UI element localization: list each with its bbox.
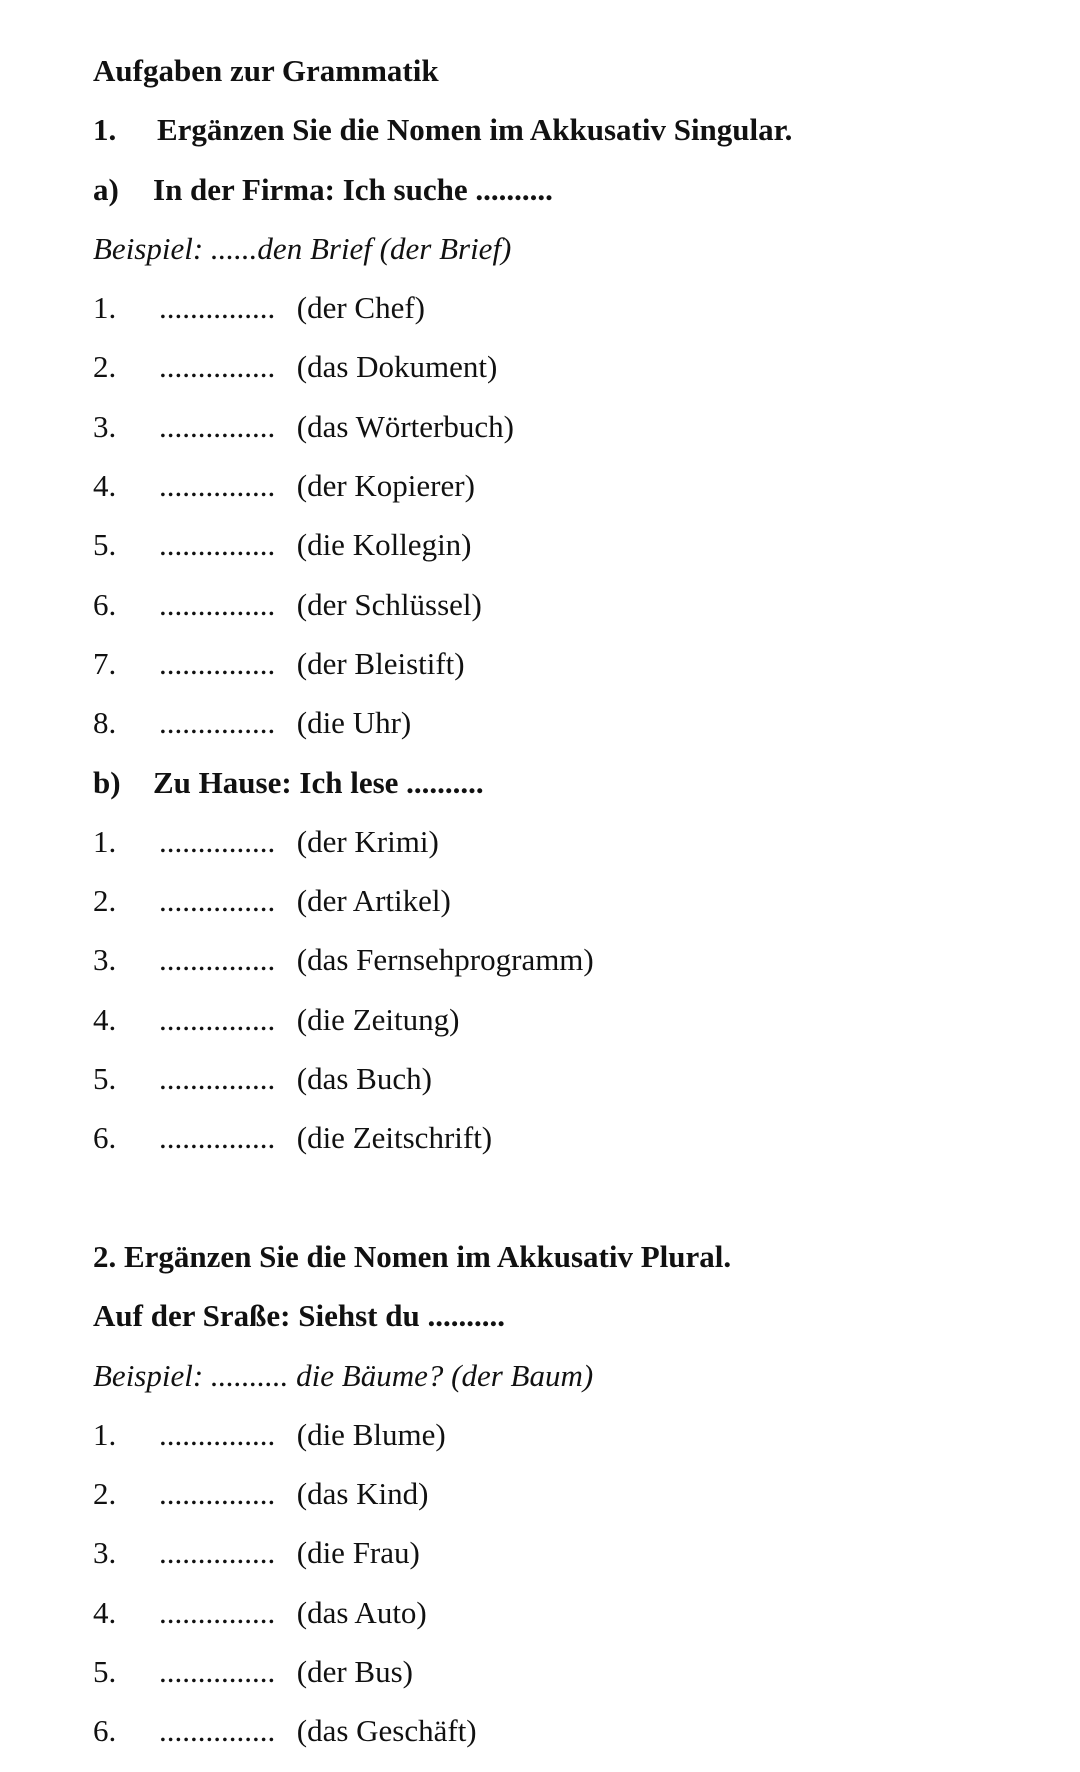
part-a-label: a) [93, 171, 119, 207]
answer-blank: ............... [159, 1120, 276, 1156]
item-number: 3. [93, 408, 117, 444]
list-item [93, 1653, 1053, 1712]
item-hint: (das Fernsehprogramm) [296, 942, 594, 978]
item-number: 4. [93, 468, 117, 504]
list-item [93, 704, 1053, 763]
list-item [93, 1475, 1053, 1534]
part-a-heading-text: In der Firma: Ich suche .......... [153, 171, 553, 207]
item-hint: (das Auto) [296, 1594, 427, 1630]
item-number: 8. [93, 705, 117, 741]
list-item [93, 1594, 1053, 1653]
item-hint: (das Geschäft) [296, 1713, 477, 1749]
item-number: 3. [93, 1535, 117, 1571]
answer-blank: ............... [159, 1476, 276, 1512]
answer-blank: ............... [159, 1416, 276, 1452]
answer-blank: ............... [159, 645, 276, 681]
item-number: 1. [93, 823, 117, 859]
answer-blank: ............... [159, 1713, 276, 1749]
list-item [93, 1119, 1053, 1178]
part-a-example: Beispiel: ......den Brief (der Brief) [93, 230, 512, 266]
worksheet-title: Aufgaben zur Grammatik [93, 53, 439, 88]
item-hint: (das Dokument) [296, 349, 498, 385]
list-item [93, 823, 1053, 882]
answer-blank: ............... [159, 527, 276, 563]
item-hint: (der Bleistift) [296, 645, 465, 681]
item-hint: (das Buch) [296, 1061, 432, 1097]
answer-blank: ............... [159, 408, 276, 444]
answer-blank: ............... [159, 586, 276, 622]
item-hint: (die Frau) [296, 1535, 420, 1571]
item-hint: (der Chef) [296, 290, 425, 326]
item-number: 2. [93, 1476, 117, 1512]
list-item [93, 1712, 1053, 1771]
list-item [93, 1416, 1053, 1475]
answer-blank: ............... [159, 1535, 276, 1571]
item-hint: (der Bus) [296, 1654, 413, 1690]
worksheet [93, 52, 1053, 1772]
item-number: 3. [93, 942, 117, 978]
item-hint: (die Zeitung) [296, 1001, 460, 1037]
answer-blank: ............... [159, 823, 276, 859]
list-item [93, 1060, 1053, 1119]
answer-blank: ............... [159, 1001, 276, 1037]
item-hint: (das Kind) [296, 1476, 429, 1512]
item-number: 6. [93, 1713, 117, 1749]
answer-blank: ............... [159, 290, 276, 326]
task1-part-b-heading [93, 764, 1053, 823]
item-number: 1. [93, 290, 117, 326]
list-item [93, 348, 1053, 407]
item-hint: (die Zeitschrift) [296, 1120, 493, 1156]
part-b-label: b) [93, 764, 121, 800]
answer-blank: ............... [159, 349, 276, 385]
item-hint: (der Kopierer) [296, 468, 475, 504]
list-item [93, 586, 1053, 645]
task2-subheading: Auf der Sraße: Siehst du .......... [93, 1298, 505, 1334]
list-item [93, 882, 1053, 941]
answer-blank: ............... [159, 1654, 276, 1690]
item-hint: (der Krimi) [296, 823, 439, 859]
list-item [93, 1001, 1053, 1060]
item-hint: (der Artikel) [296, 883, 451, 919]
item-hint: (der Schlüssel) [296, 586, 482, 622]
item-hint: (die Kollegin) [296, 527, 472, 563]
task1-part-a-heading [93, 171, 1053, 230]
item-number: 1. [93, 1416, 117, 1452]
part-a-list [93, 289, 1053, 763]
list-item [93, 1534, 1053, 1593]
item-number: 5. [93, 1654, 117, 1690]
item-hint: (die Blume) [296, 1416, 446, 1452]
item-number: 4. [93, 1001, 117, 1037]
list-item [93, 289, 1053, 348]
list-item [93, 408, 1053, 467]
task1-heading-text: Ergänzen Sie die Nomen im Akkusativ Singular. [157, 112, 793, 148]
task1-heading [93, 111, 1053, 170]
list-item [93, 645, 1053, 704]
item-number: 2. [93, 349, 117, 385]
item-number: 6. [93, 586, 117, 622]
answer-blank: ............... [159, 468, 276, 504]
answer-blank: ............... [159, 1594, 276, 1630]
list-item [93, 526, 1053, 585]
item-number: 2. [93, 883, 117, 919]
task1-number: 1. [93, 112, 117, 148]
part-b-heading-text: Zu Hause: Ich lese .......... [153, 764, 484, 800]
answer-blank: ............... [159, 1061, 276, 1097]
answer-blank: ............... [159, 942, 276, 978]
list-item [93, 467, 1053, 526]
task2-heading: 2. Ergänzen Sie die Nomen im Akkusativ Plural. [93, 1238, 732, 1274]
item-number: 6. [93, 1120, 117, 1156]
task2-example: Beispiel: .......... die Bäume? (der Baum) [93, 1357, 594, 1393]
item-hint: (das Wörterbuch) [296, 408, 514, 444]
item-number: 5. [93, 527, 117, 563]
answer-blank: ............... [159, 883, 276, 919]
section-spacer [93, 1179, 1053, 1238]
answer-blank: ............... [159, 705, 276, 741]
part-b-list [93, 823, 1053, 1179]
task2-list [93, 1416, 1053, 1772]
list-item [93, 941, 1053, 1000]
item-number: 7. [93, 645, 117, 681]
item-number: 4. [93, 1594, 117, 1630]
item-number: 5. [93, 1061, 117, 1097]
item-hint: (die Uhr) [296, 705, 412, 741]
